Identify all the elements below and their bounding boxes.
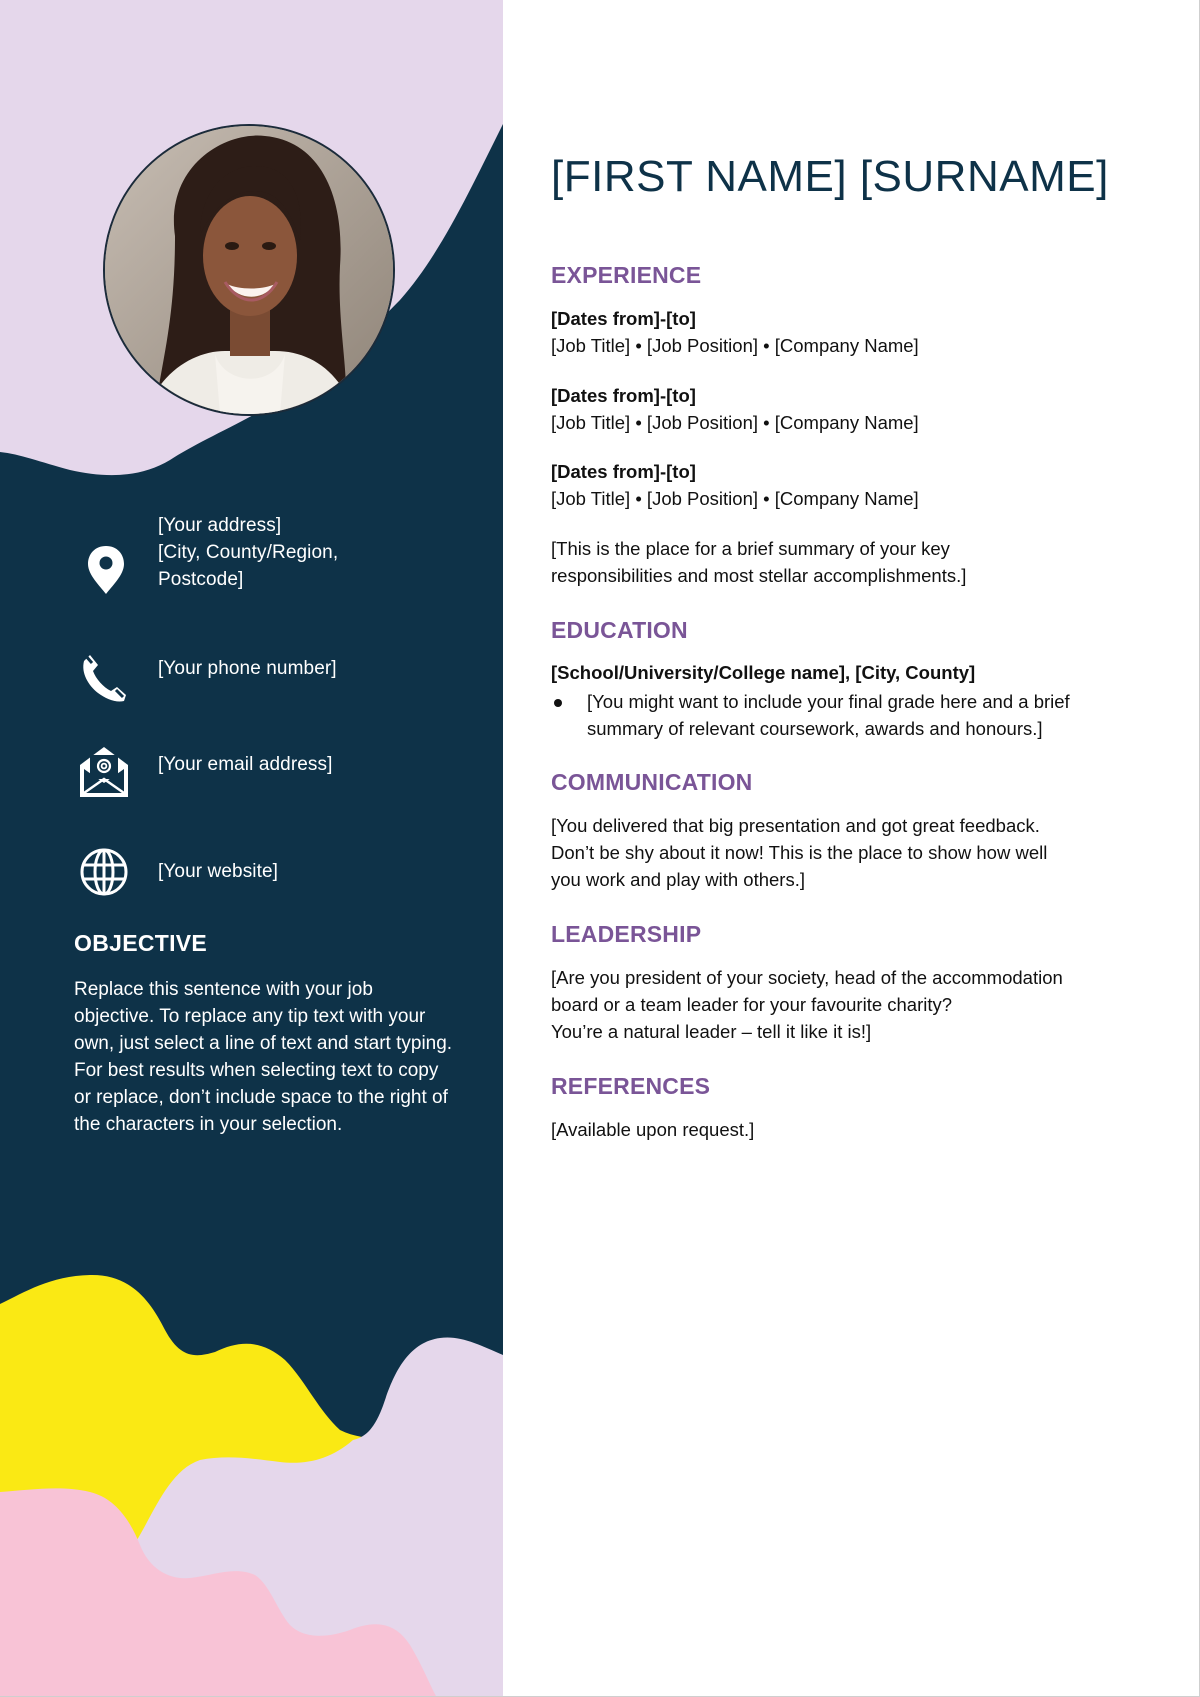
profile-photo-illustration: [105, 126, 393, 414]
education-bullet-text: [You might want to include your final grade here and a brief summary of relevant coursework, awards and honours.]: [587, 691, 1070, 739]
website-text: [Your website]: [158, 861, 279, 882]
full-name: [FIRST NAME] [SURNAME]: [551, 152, 1109, 201]
objective-heading: OBJECTIVE: [74, 930, 208, 956]
address-text: [Your address] [City, County/Region, Postcode]: [158, 515, 339, 590]
profile-photo: [103, 124, 395, 416]
communication-heading: COMMUNICATION: [551, 769, 753, 795]
references-text: [Available upon request.]: [551, 1119, 755, 1140]
globe-icon: [78, 846, 130, 898]
experience-details: [Job Title] • [Job Position] • [Company Name]: [551, 412, 919, 433]
sidebar: [0, 0, 503, 1696]
email-text: [Your email address]: [158, 754, 333, 775]
leadership-heading: LEADERSHIP: [551, 921, 702, 947]
experience-dates: [Dates from]-[to]: [551, 461, 696, 482]
experience-dates: [Dates from]-[to]: [551, 385, 696, 406]
phone-icon: [76, 649, 132, 705]
objective-text: Replace this sentence with your job objective. To replace any tip text with your own, just select a line of text and start typing. For best results when selecting text to copy or replace, don’t include space to the right of the characters in your selection.: [74, 979, 453, 1135]
experience-heading: EXPERIENCE: [551, 262, 702, 288]
references-heading: REFERENCES: [551, 1073, 711, 1099]
bullet-dot-icon: [554, 699, 562, 707]
experience-summary: [This is the place for a brief summary of your key responsibilities and most stellar accomplishments.]: [551, 538, 967, 586]
experience-dates: [Dates from]-[to]: [551, 308, 696, 329]
email-icon: [76, 743, 132, 799]
education-heading: EDUCATION: [551, 617, 688, 643]
education-school: [School/University/College name], [City, County]: [551, 662, 976, 683]
experience-details: [Job Title] • [Job Position] • [Company Name]: [551, 488, 919, 509]
location-pin-icon: [78, 542, 134, 598]
phone-text: [Your phone number]: [158, 658, 337, 679]
communication-text: [You delivered that big presentation and got great feedback. Don’t be shy about it now! This is the place to show how well you work and play with others.]: [551, 815, 1048, 890]
experience-details: [Job Title] • [Job Position] • [Company Name]: [551, 335, 919, 356]
leadership-text: [Are you president of your society, head of the accommodation board or a team leader for your favourite charity? You’re a natural leader – tell it like it is!]: [551, 967, 1063, 1042]
